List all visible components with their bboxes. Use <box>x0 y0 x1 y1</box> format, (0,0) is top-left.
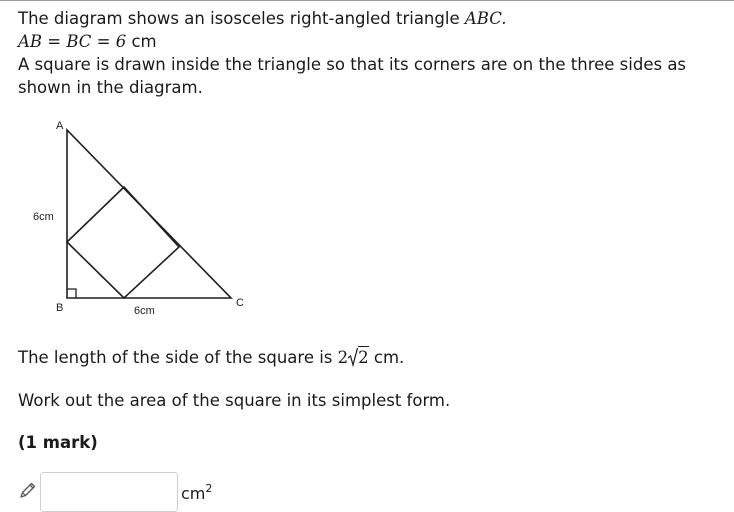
vertex-label-b: B <box>56 302 64 314</box>
answer-unit-power: 2 <box>205 482 213 495</box>
intro-line-2 <box>18 30 157 53</box>
triangle-name: ABC. <box>464 9 507 28</box>
answer-unit <box>181 482 212 503</box>
answer-unit-base: cm <box>181 484 206 503</box>
answer-input[interactable] <box>40 472 178 512</box>
answer-row <box>18 470 318 504</box>
side-equation: AB = BC = 6 <box>18 32 127 51</box>
top-divider <box>0 0 734 1</box>
statement-line <box>18 346 404 369</box>
vertex-label-a: A <box>56 120 64 132</box>
side-unit: cm <box>131 32 157 51</box>
intro-line-1 <box>18 7 506 30</box>
surd-coefficient: 2 <box>337 348 349 367</box>
statement-unit: cm. <box>373 348 405 367</box>
task-text: Work out the area of the square in its simplest form. <box>18 391 451 410</box>
surd-radicand: 2 <box>358 348 369 367</box>
intro-line-3: A square is drawn inside the triangle so that its corners are on the three sides as shown in the diagram. <box>18 55 687 97</box>
side-label-ab: 6cm <box>33 211 54 223</box>
pencil-icon <box>18 480 38 500</box>
triangle-diagram <box>18 110 258 325</box>
statement-text: The length of the side of the square is <box>18 348 338 367</box>
intro-text: The diagram shows an isosceles right-angled triangle <box>18 9 465 28</box>
sqrt-sign <box>348 347 358 367</box>
inscribed-square <box>67 187 179 298</box>
marks-label: (1 mark) <box>18 433 98 452</box>
side-label-bc: 6cm <box>134 305 155 317</box>
right-angle-marker <box>67 289 76 298</box>
vertex-label-c: C <box>236 297 244 309</box>
